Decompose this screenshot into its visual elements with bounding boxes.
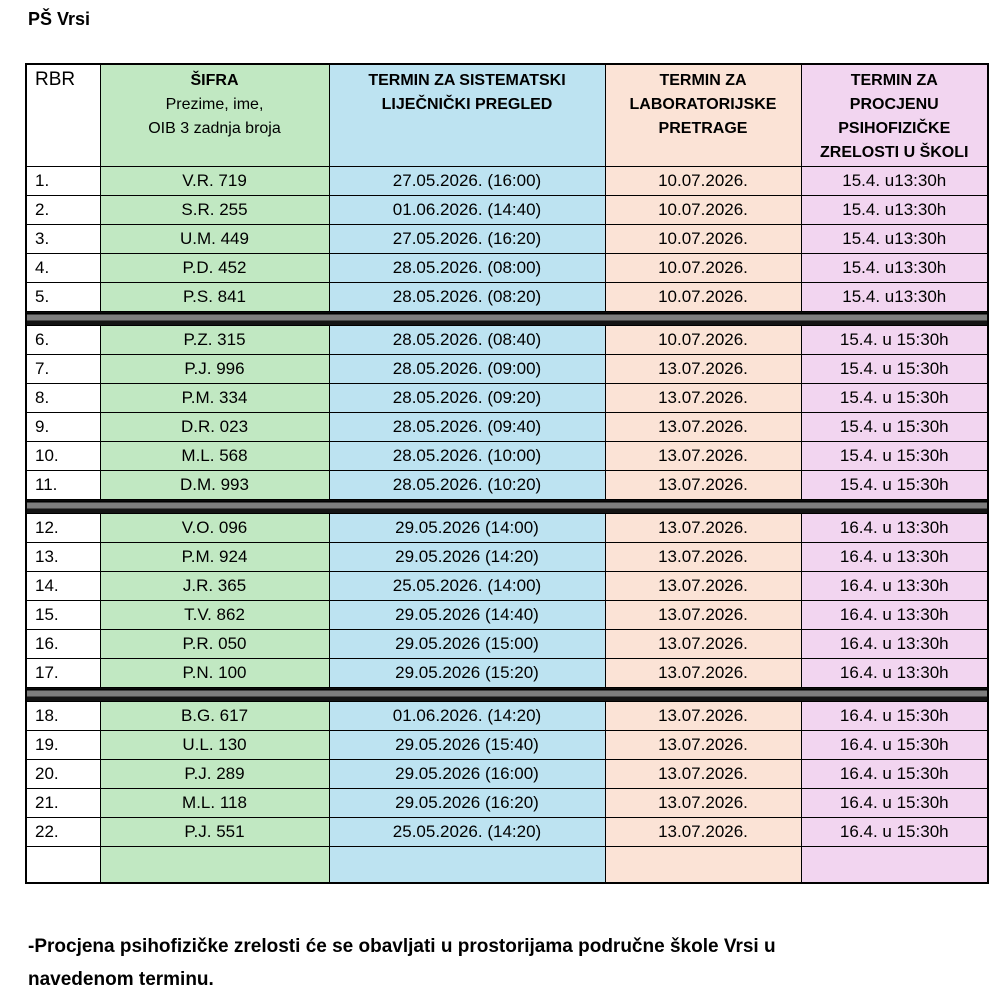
header-sifra-line: Prezime, ime, bbox=[165, 96, 264, 113]
cell-sistematski: 29.05.2026 (14:40) bbox=[329, 601, 605, 630]
cell-sistematski: 01.06.2026. (14:40) bbox=[329, 196, 605, 225]
footer-note-line: -Procjena psihofizičke zrelosti će se obavljati u prostorijama područne škole Vrsi u bbox=[28, 935, 776, 957]
cell-sistematski: 29.05.2026 (16:20) bbox=[329, 789, 605, 818]
schedule-table bbox=[25, 63, 989, 884]
header-procjena-line: PROCJENU bbox=[849, 96, 939, 113]
cell-laboratorij: 13.07.2026. bbox=[605, 413, 801, 442]
cell-rbr: 20. bbox=[26, 760, 100, 789]
cell-sistematski: 01.06.2026. (14:20) bbox=[329, 702, 605, 731]
header-row bbox=[26, 64, 988, 167]
cell-sifra: P.N. 100 bbox=[100, 659, 329, 688]
cell-rbr: 4. bbox=[26, 254, 100, 283]
cell-procjena bbox=[801, 847, 988, 883]
cell-rbr: 12. bbox=[26, 514, 100, 543]
cell-rbr: 11. bbox=[26, 471, 100, 500]
table-row bbox=[26, 789, 988, 818]
cell-rbr: 5. bbox=[26, 283, 100, 312]
cell-laboratorij: 13.07.2026. bbox=[605, 659, 801, 688]
cell-sistematski bbox=[329, 847, 605, 883]
cell-laboratorij: 13.07.2026. bbox=[605, 572, 801, 601]
table-row bbox=[26, 225, 988, 254]
cell-sifra: P.D. 452 bbox=[100, 254, 329, 283]
cell-laboratorij bbox=[605, 847, 801, 883]
header-sifra-line: ŠIFRA bbox=[190, 72, 239, 89]
cell-sistematski: 29.05.2026 (14:00) bbox=[329, 514, 605, 543]
cell-laboratorij: 13.07.2026. bbox=[605, 789, 801, 818]
cell-laboratorij: 10.07.2026. bbox=[605, 283, 801, 312]
cell-laboratorij: 13.07.2026. bbox=[605, 731, 801, 760]
cell-procjena: 16.4. u 13:30h bbox=[801, 572, 988, 601]
cell-rbr: 17. bbox=[26, 659, 100, 688]
cell-procjena: 16.4. u 15:30h bbox=[801, 731, 988, 760]
cell-laboratorij: 10.07.2026. bbox=[605, 196, 801, 225]
cell-sifra: U.M. 449 bbox=[100, 225, 329, 254]
cell-laboratorij: 13.07.2026. bbox=[605, 818, 801, 847]
header-sistematski bbox=[329, 64, 605, 167]
cell-procjena: 15.4. u13:30h bbox=[801, 167, 988, 196]
cell-laboratorij: 13.07.2026. bbox=[605, 442, 801, 471]
header-rbr: RBR bbox=[26, 64, 100, 167]
header-sistematski-line: LIJEČNIČKI PREGLED bbox=[381, 96, 553, 113]
table-row bbox=[26, 167, 988, 196]
cell-sistematski: 25.05.2026. (14:20) bbox=[329, 818, 605, 847]
cell-rbr bbox=[26, 847, 100, 883]
cell-sifra: P.M. 924 bbox=[100, 543, 329, 572]
section-separator bbox=[26, 500, 988, 514]
cell-sifra: V.O. 096 bbox=[100, 514, 329, 543]
table-row bbox=[26, 355, 988, 384]
table-row bbox=[26, 196, 988, 225]
cell-sifra: D.R. 023 bbox=[100, 413, 329, 442]
table-row bbox=[26, 630, 988, 659]
cell-rbr: 3. bbox=[26, 225, 100, 254]
section-separator bbox=[26, 688, 988, 702]
cell-laboratorij: 10.07.2026. bbox=[605, 225, 801, 254]
cell-sifra: M.L. 118 bbox=[100, 789, 329, 818]
cell-sistematski: 29.05.2026 (15:40) bbox=[329, 731, 605, 760]
cell-procjena: 16.4. u 15:30h bbox=[801, 818, 988, 847]
cell-sistematski: 28.05.2026. (09:40) bbox=[329, 413, 605, 442]
cell-procjena: 16.4. u 13:30h bbox=[801, 514, 988, 543]
cell-rbr: 15. bbox=[26, 601, 100, 630]
table-row bbox=[26, 514, 988, 543]
cell-sistematski: 28.05.2026. (08:00) bbox=[329, 254, 605, 283]
empty-row bbox=[26, 847, 988, 883]
cell-procjena: 15.4. u 15:30h bbox=[801, 442, 988, 471]
cell-laboratorij: 13.07.2026. bbox=[605, 760, 801, 789]
table-row bbox=[26, 543, 988, 572]
section-separator-band bbox=[26, 688, 988, 702]
cell-procjena: 15.4. u 15:30h bbox=[801, 413, 988, 442]
header-laboratorij bbox=[605, 64, 801, 167]
table-row bbox=[26, 413, 988, 442]
cell-laboratorij: 13.07.2026. bbox=[605, 630, 801, 659]
header-sifra-line: OIB 3 zadnja broja bbox=[148, 120, 281, 137]
cell-rbr: 7. bbox=[26, 355, 100, 384]
cell-sifra: P.J. 996 bbox=[100, 355, 329, 384]
cell-sistematski: 28.05.2026. (08:20) bbox=[329, 283, 605, 312]
cell-procjena: 16.4. u 13:30h bbox=[801, 601, 988, 630]
cell-sistematski: 29.05.2026 (16:00) bbox=[329, 760, 605, 789]
cell-rbr: 16. bbox=[26, 630, 100, 659]
section-separator bbox=[26, 312, 988, 326]
cell-procjena: 15.4. u13:30h bbox=[801, 196, 988, 225]
cell-laboratorij: 13.07.2026. bbox=[605, 601, 801, 630]
cell-rbr: 18. bbox=[26, 702, 100, 731]
table-row bbox=[26, 254, 988, 283]
cell-sifra: T.V. 862 bbox=[100, 601, 329, 630]
cell-laboratorij: 10.07.2026. bbox=[605, 326, 801, 355]
cell-sifra: J.R. 365 bbox=[100, 572, 329, 601]
table-row bbox=[26, 659, 988, 688]
cell-rbr: 10. bbox=[26, 442, 100, 471]
table-row bbox=[26, 283, 988, 312]
cell-procjena: 15.4. u 15:30h bbox=[801, 384, 988, 413]
table-row bbox=[26, 818, 988, 847]
header-procjena-line: PSIHOFIZIČKE bbox=[838, 120, 951, 137]
header-laboratorij-line: PRETRAGE bbox=[658, 120, 748, 137]
table-row bbox=[26, 326, 988, 355]
cell-sistematski: 28.05.2026. (08:40) bbox=[329, 326, 605, 355]
cell-rbr: 1. bbox=[26, 167, 100, 196]
table-row bbox=[26, 384, 988, 413]
table-row bbox=[26, 760, 988, 789]
cell-procjena: 16.4. u 13:30h bbox=[801, 659, 988, 688]
cell-sistematski: 29.05.2026 (15:00) bbox=[329, 630, 605, 659]
cell-laboratorij: 10.07.2026. bbox=[605, 167, 801, 196]
cell-sifra: P.M. 334 bbox=[100, 384, 329, 413]
cell-sifra: B.G. 617 bbox=[100, 702, 329, 731]
cell-rbr: 21. bbox=[26, 789, 100, 818]
cell-procjena: 16.4. u 13:30h bbox=[801, 543, 988, 572]
cell-procjena: 16.4. u 15:30h bbox=[801, 760, 988, 789]
cell-procjena: 15.4. u 15:30h bbox=[801, 471, 988, 500]
cell-sistematski: 27.05.2026. (16:00) bbox=[329, 167, 605, 196]
cell-sistematski: 28.05.2026. (09:20) bbox=[329, 384, 605, 413]
cell-procjena: 15.4. u 15:30h bbox=[801, 326, 988, 355]
cell-laboratorij: 13.07.2026. bbox=[605, 514, 801, 543]
cell-sifra: P.R. 050 bbox=[100, 630, 329, 659]
header-laboratorij-line: TERMIN ZA bbox=[659, 72, 747, 89]
header-procjena bbox=[801, 64, 988, 167]
cell-sistematski: 29.05.2026 (14:20) bbox=[329, 543, 605, 572]
cell-procjena: 16.4. u 15:30h bbox=[801, 789, 988, 818]
cell-procjena: 15.4. u13:30h bbox=[801, 225, 988, 254]
table-row bbox=[26, 702, 988, 731]
cell-rbr: 9. bbox=[26, 413, 100, 442]
cell-laboratorij: 13.07.2026. bbox=[605, 702, 801, 731]
cell-rbr: 14. bbox=[26, 572, 100, 601]
cell-rbr: 13. bbox=[26, 543, 100, 572]
cell-procjena: 16.4. u 15:30h bbox=[801, 702, 988, 731]
cell-sifra: P.J. 551 bbox=[100, 818, 329, 847]
cell-sifra: S.R. 255 bbox=[100, 196, 329, 225]
cell-sifra bbox=[100, 847, 329, 883]
header-laboratorij-line: LABORATORIJSKE bbox=[629, 96, 777, 113]
cell-laboratorij: 13.07.2026. bbox=[605, 543, 801, 572]
cell-sifra: P.Z. 315 bbox=[100, 326, 329, 355]
header-sifra bbox=[100, 64, 329, 167]
page-title: PŠ Vrsi bbox=[28, 9, 91, 29]
cell-sistematski: 27.05.2026. (16:20) bbox=[329, 225, 605, 254]
cell-sifra: U.L. 130 bbox=[100, 731, 329, 760]
table-row bbox=[26, 471, 988, 500]
footer-note-line: navedenom terminu. bbox=[28, 968, 214, 990]
cell-sifra: D.M. 993 bbox=[100, 471, 329, 500]
section-separator-band bbox=[26, 500, 988, 514]
cell-rbr: 19. bbox=[26, 731, 100, 760]
cell-laboratorij: 13.07.2026. bbox=[605, 384, 801, 413]
cell-laboratorij: 13.07.2026. bbox=[605, 471, 801, 500]
footer-note bbox=[28, 930, 958, 995]
cell-sistematski: 25.05.2026. (14:00) bbox=[329, 572, 605, 601]
table-row bbox=[26, 572, 988, 601]
table-row bbox=[26, 731, 988, 760]
cell-sifra: P.J. 289 bbox=[100, 760, 329, 789]
header-procjena-line: ZRELOSTI U ŠKOLI bbox=[820, 144, 969, 161]
header-procjena-line: TERMIN ZA bbox=[850, 72, 938, 89]
cell-procjena: 15.4. u 15:30h bbox=[801, 355, 988, 384]
cell-procjena: 15.4. u13:30h bbox=[801, 254, 988, 283]
cell-rbr: 8. bbox=[26, 384, 100, 413]
cell-sistematski: 28.05.2026. (10:20) bbox=[329, 471, 605, 500]
cell-laboratorij: 10.07.2026. bbox=[605, 254, 801, 283]
cell-procjena: 16.4. u 13:30h bbox=[801, 630, 988, 659]
cell-sistematski: 28.05.2026. (10:00) bbox=[329, 442, 605, 471]
cell-rbr: 2. bbox=[26, 196, 100, 225]
cell-laboratorij: 13.07.2026. bbox=[605, 355, 801, 384]
cell-sistematski: 29.05.2026 (15:20) bbox=[329, 659, 605, 688]
cell-sifra: P.S. 841 bbox=[100, 283, 329, 312]
cell-rbr: 22. bbox=[26, 818, 100, 847]
cell-procjena: 15.4. u13:30h bbox=[801, 283, 988, 312]
table-row bbox=[26, 601, 988, 630]
section-separator-band bbox=[26, 312, 988, 326]
cell-rbr: 6. bbox=[26, 326, 100, 355]
header-sistematski-line: TERMIN ZA SISTEMATSKI bbox=[368, 72, 566, 89]
table-row bbox=[26, 442, 988, 471]
cell-sifra: M.L. 568 bbox=[100, 442, 329, 471]
cell-sistematski: 28.05.2026. (09:00) bbox=[329, 355, 605, 384]
cell-sifra: V.R. 719 bbox=[100, 167, 329, 196]
